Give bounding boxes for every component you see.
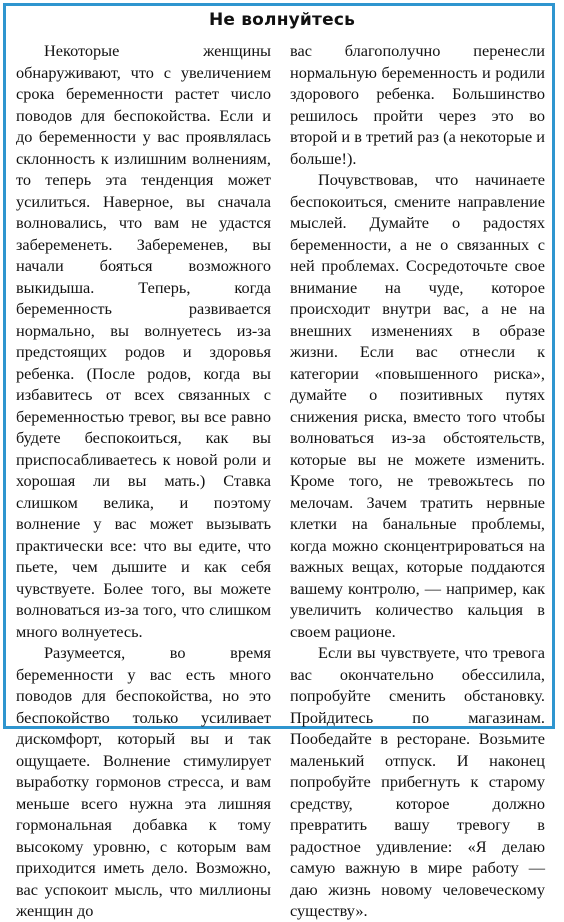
paragraph: Почувствовав, что начинаете беспокоиться, смените направление мыслей. Думайте о радостях беременности, а не о связанных с ней проблемах. Сосредоточьте свое внимание на чуде, которое происходит внутри вас, а не на внешних изменениях в образе жизни. Если вас отнесли к категории «повышенного риска», думайте о позитивных путях снижения риска, вместо того чтобы волноваться из-за обстоятельств, которые вы не можете изменить. Кроме того, не тревожьтесь по мелочам. Зачем тратить нервные клетки на банальные проблемы, когда можно сконцентрироваться на важных вещах, которые поддаются вашему контролю, — например, как увеличить количество кальция в своем рационе.: [290, 170, 545, 641]
article-body: [16, 40, 545, 920]
paragraph-continued: вас благополучно перенесли нормальную беременность и родили здорового ребенка. Большинство решилось пройти через это во второй и в третий раз (а некоторые и больше!).: [290, 41, 545, 168]
paragraph: Если вы чувствуете, что тревога вас окончательно обессилила, попробуйте сменить обстановку. Пройдитесь по магазинам. Пообедайте в ресторане. Возьмите маленький отпуск. И наконец попробуйте прибегнуть к старому средству, которое должно превратить вашу тревогу в радостное удивление: «Я делаю самую важную в мире работу — даю жизнь новому человеческому существу».: [290, 643, 545, 920]
paragraph: Разумеется, во время беременности у вас есть много поводов для беспокойства, но это беспокойство только усиливает дискомфорт, который вы и так ощущаете. Волнение стимулирует выработку гормонов стресса, и вам меньше всего нужна эта лишняя гормональная добавка к тому высокому уровню, с которым вам приходится иметь дело. Возможно, вас успокоит мысль, что миллионы женщин до: [16, 643, 271, 920]
right-column: [290, 40, 545, 920]
paragraph: Некоторые женщины обнаруживают, что с увеличением срока беременности растет число поводов для беспокойства. Если и до беременности у вас проявлялась склонность к излишним волнениям, то теперь эта тенденция может усилиться. Наверное, вы сначала волновались, что вам не удастся забеременеть. Забеременев, вы начали бояться возможного выкидыша. Теперь, когда беременность развивается нормально, вы волнуетесь из-за предстоящих родов и здоровья ребенка. (После родов, когда вы избавитесь от всех связанных с беременностью тревог, вы все равно будете беспокоиться, как вы приспосабливаетесь к новой роли и хорошая ли вы мать.) Ставка слишком велика, и поэтому волнение у вас может вызывать практически все: что вы едите, что пьете, чем дышите и как себя чувствуете. Более того, вы можете волноваться из-за того, что слишком много волнуетесь.: [16, 41, 271, 641]
left-column: [16, 40, 271, 920]
article-title: Не волнуйтесь: [208, 10, 356, 30]
